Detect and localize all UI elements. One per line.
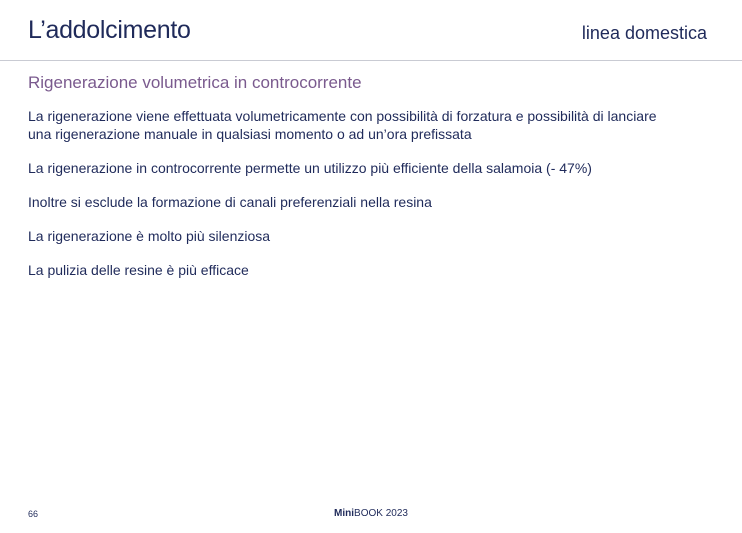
- section-label: linea domestica: [581, 23, 707, 43]
- paragraph: La rigenerazione in controcorrente permette un utilizzo più efficiente della salamoia (- 47%): [28, 160, 592, 176]
- footer-brand: [0, 508, 742, 519]
- paragraph: Inoltre si esclude la formazione di canali preferenziali nella resina: [28, 194, 432, 210]
- paragraph: La rigenerazione viene effettuata volumetricamente con possibilità di forzatura e possibilità di lanciare una rigenerazione manuale in qualsiasi momento o ad un’ora prefissata: [28, 108, 657, 142]
- section-subtitle: Rigenerazione volumetrica in controcorrente: [28, 73, 362, 92]
- header-divider: [0, 60, 742, 61]
- page-title: L’addolcimento: [28, 16, 191, 44]
- paragraph: La rigenerazione è molto più silenziosa: [28, 228, 271, 244]
- page-number: 66: [28, 509, 39, 519]
- body-text: [28, 107, 678, 295]
- brand-mini: Mini: [334, 508, 355, 519]
- paragraph: La pulizia delle resine è più efficace: [28, 262, 249, 278]
- brand-book-year: BOOK 2023: [354, 508, 408, 519]
